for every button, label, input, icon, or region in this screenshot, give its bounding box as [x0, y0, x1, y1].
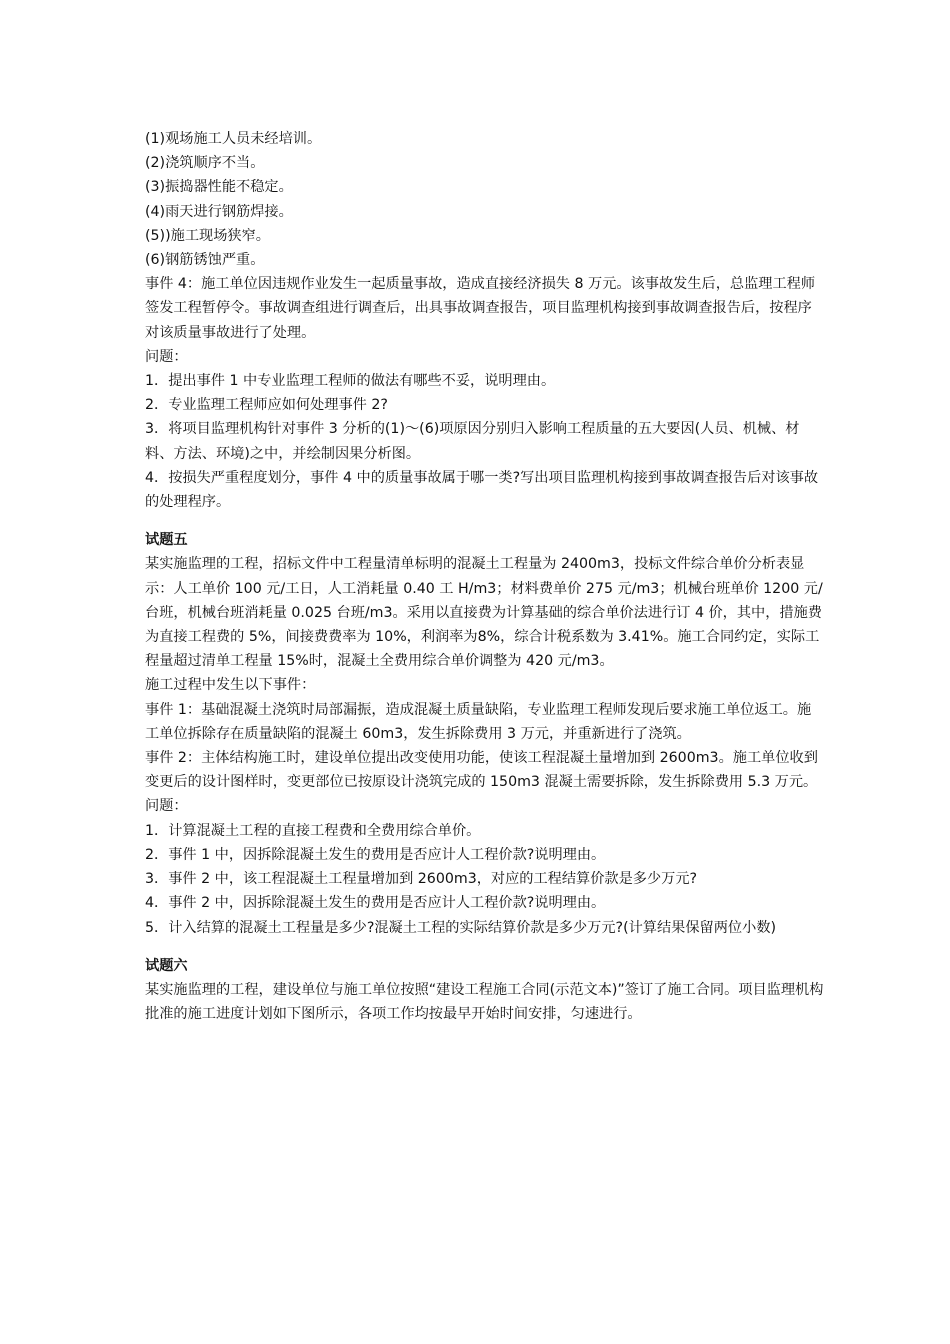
- event-2-paragraph: 事件 2：主体结构施工时，建设单位提出改变使用功能，使该工程混凝土量增加到 2600m3。施工单位收到变更后的设计图样时，变更部位已按原设计浇筑完成的 150m3 混凝土需要拆除，发生拆除费用 5.3 万元。: [145, 750, 818, 791]
- question-item: 1．提出事件 1 中专业监理工程师的做法有哪些不妥，说明理由。: [145, 373, 556, 390]
- events-label: 施工过程中发生以下事件：: [145, 677, 316, 694]
- event-1-paragraph: 事件 1：基础混凝土浇筑时局部漏振，造成混凝土质量缺陷，专业监理工程师发现后要求施工单位返工。施工单位拆除存在质量缺陷的混凝土 60m3，发生拆除费用 3 万元，并重新进行了浇筑。: [145, 701, 812, 742]
- section-six-title: 试题六: [145, 957, 188, 974]
- question-item: 1．计算混凝土工程的直接工程费和全费用综合单价。: [145, 822, 481, 839]
- question-item: 4．按损失严重程度划分，事件 4 中的质量事故属于哪一类?写出项目监理机构接到事故调查报告后对该事故的处理程序。: [145, 469, 819, 511]
- cause-item: (1)观场施工人员未经培训。: [145, 131, 322, 147]
- cause-item: (5))施工现场狭窄。: [145, 227, 270, 244]
- question-item: 5．计入结算的混凝土工程量是多少?混凝土工程的实际结算价款是多少万元?(计算结果保留两位小数): [145, 919, 777, 936]
- question-item: 3．将项目监理机构针对事件 3 分析的(1)～(6)项原因分别归入影响工程质量的五大要因(人员、机械、材料、方法、环境)之中，并绘制因果分析图。: [145, 421, 800, 462]
- cause-item: (2)浇筑顺序不当。: [145, 155, 265, 172]
- section-six-intro: 某实施监理的工程，建设单位与施工单位按照“建设工程施工合同(示范文本)”签订了施工合同。项目监理机构批准的施工进度计划如下图所示，各项工作均按最早开始时间安排，匀速进行。: [145, 981, 824, 1023]
- question-item: 4．事件 2 中，因拆除混凝土发生的费用是否应计人工程价款?说明理由。: [145, 895, 606, 912]
- questions-label: 问题：: [145, 798, 188, 815]
- question-item: 2．事件 1 中，因拆除混凝土发生的费用是否应计人工程价款?说明理由。: [145, 846, 606, 863]
- question-item: 3．事件 2 中，该工程混凝土工程量增加到 2600m3，对应的工程结算价款是多少万元?: [145, 871, 698, 888]
- questions-label: 问题：: [145, 348, 188, 365]
- section-five-intro: 某实施监理的工程，招标文件中工程量清单标明的混凝土工程量为 2400m3，投标文件综合单价分析表显示：人工单价 100 元/工日，人工消耗量 0.40 工 H/m3；材料费单价 275 元/m3；机械台班单价 1200 元/台班，机械台班消耗量 0.025 台班/m3。采用以直接费为计算基础的综合单价法进行订 4 价，其中，措施费为直接工程费的 5%，间接费费率为 10%，利润率为8%，综合计税系数为 3.41%。施工合同约定，实际工程量超过清单工程量 15%时，混凝土全费用综合单价调整为 420 元/m3。: [145, 556, 823, 670]
- cause-item: (3)振捣器性能不稳定。: [145, 179, 293, 196]
- cause-item: (4)雨天进行钢筋焊接。: [145, 203, 293, 220]
- question-item: 2．专业监理工程师应如何处理事件 2?: [145, 397, 388, 414]
- event-4-paragraph: 事件 4：施工单位因违规作业发生一起质量事故，造成直接经济损失 8 万元。该事故发生后，总监理工程师签发工程暂停令。事故调查组进行调查后，出具事故调查报告，项目监理机构接到事故调查报告后，按程序对该质量事故进行了处理。: [145, 276, 816, 341]
- cause-item: (6)钢筋锈蚀严重。: [145, 252, 265, 269]
- document-body: [145, 127, 825, 1026]
- section-five-title: 试题五: [145, 532, 188, 549]
